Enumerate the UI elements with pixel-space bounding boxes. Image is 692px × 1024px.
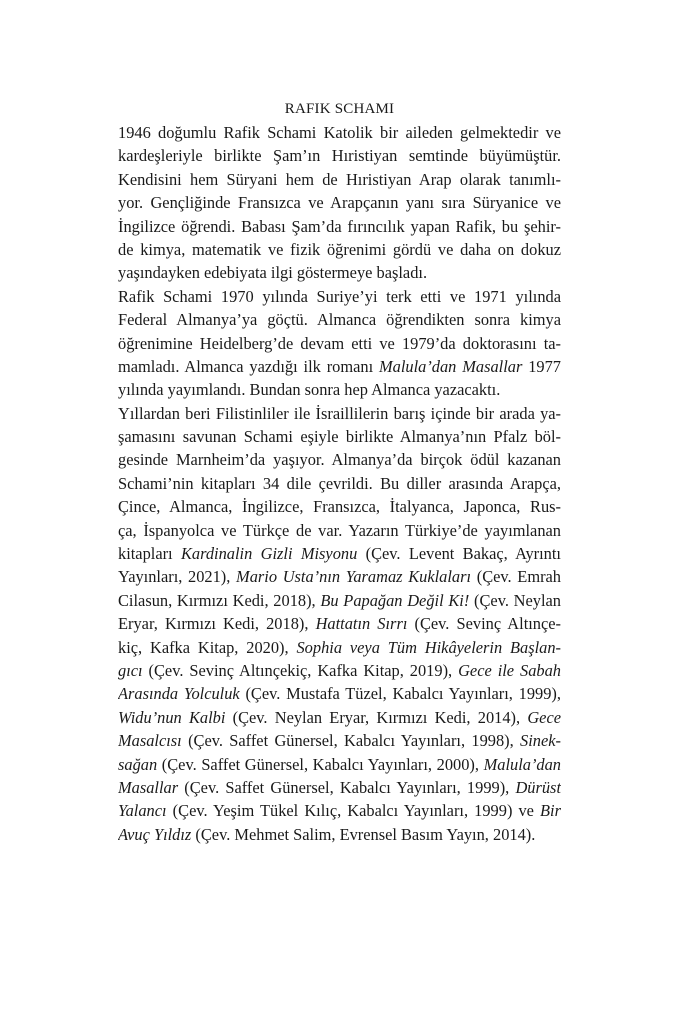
text-line <box>118 285 561 308</box>
text-line <box>118 495 561 518</box>
text-segment: (Çev. Neylan <box>469 590 561 610</box>
book-title-text: Yalancı <box>118 801 167 821</box>
text-line <box>118 215 561 238</box>
text-line <box>118 332 561 355</box>
book-title-text: Gece <box>527 707 561 727</box>
author-heading: RAFIK SCHAMI <box>284 101 395 117</box>
text-line <box>118 402 561 425</box>
text-line <box>118 776 561 799</box>
text-segment: de kimya, matematik ve fizik öğrenimi gördü ve daha on dokuz <box>118 239 561 259</box>
book-title-text: Mario Usta’nın Yaramaz Kuklaları <box>236 567 472 587</box>
text-line <box>118 636 561 659</box>
text-segment: İngilizce öğrendi. Babası Şam’da fırıncılık yapan Rafik, bu şehir- <box>118 216 561 236</box>
text-line <box>118 308 561 331</box>
text-line <box>118 378 561 401</box>
book-title-text: Hattatın Sırrı <box>315 614 408 634</box>
text-line <box>118 612 561 635</box>
text-line <box>118 799 561 822</box>
text-line <box>118 706 561 729</box>
text-segment: (Çev. Neylan Eryar, Kırmızı Kedi, 2014), <box>225 707 528 727</box>
text-segment: (Çev. Levent Bakaç, Ayrıntı <box>357 544 561 564</box>
text-segment: (Çev. Saffet Günersel, Kabalcı Yayınları, 1998), <box>181 731 521 751</box>
book-page <box>118 96 561 846</box>
text-segment: kardeşleriyle birlikte Şam’ın Hıristiyan semtinde büyümüştür. <box>118 146 561 166</box>
text-segment: (Çev. Mustafa Tüzel, Kabalcı Yayınları, 1999), <box>239 684 561 704</box>
text-line <box>118 519 561 542</box>
text-line <box>118 448 561 471</box>
text-segment: kitapları <box>118 544 181 564</box>
book-title-text: Malula’dan <box>483 754 561 774</box>
text-segment: 1946 doğumlu Rafik Schami Katolik bir aileden gelmektedir ve <box>118 123 561 142</box>
text-segment: ça, İspanyolca ve Türkçe de var. Yazarın Türkiye’de yayımlanan <box>118 520 561 540</box>
text-line <box>118 823 561 846</box>
text-line <box>118 729 561 752</box>
text-segment: Cilasun, Kırmızı Kedi, 2018), <box>118 590 321 610</box>
text-line <box>118 542 561 565</box>
text-segment: (Çev. Saffet Günersel, Kabalcı Yayınları, 1999), <box>178 777 516 797</box>
book-title-text: Sinek- <box>520 731 561 751</box>
text-segment: şamasını savunan Schami eşiyle birlikte Almanya’nın Pfalz böl- <box>118 427 561 447</box>
book-title-text: Dürüst <box>515 777 561 797</box>
text-segment: (Çev. Sevinç Altınçe- <box>407 614 561 634</box>
text-line <box>118 659 561 682</box>
text-segment: Kendisini hem Süryani hem de Hıristiyan Arap olarak tanımlı- <box>118 169 561 189</box>
text-line <box>118 121 561 144</box>
text-line <box>118 753 561 776</box>
text-segment: öğrenimine Heidelberg’de devam etti ve 1979’da doktorasını ta- <box>118 333 561 353</box>
book-title-text: Arasında Yolculuk <box>118 684 240 704</box>
text-segment: Federal Almanya’ya göçtü. Almanca öğrendikten sonra kimya <box>118 310 561 330</box>
text-segment: (Çev. Mehmet Salim, Evrensel Basım Yayın, 2014). <box>191 824 536 844</box>
text-line <box>118 144 561 167</box>
book-title-text: Kardinalin Gizli Misyonu <box>180 544 358 564</box>
book-title-text: Bir <box>540 801 561 821</box>
text-segment: (Çev. Yeşim Tükel Kılıç, Kabalcı Yayınları, 1999) ve <box>166 801 541 821</box>
text-segment: Eryar, Kırmızı Kedi, 2018), <box>118 614 316 634</box>
text-line <box>118 355 561 378</box>
text-line <box>118 425 561 448</box>
text-line <box>118 261 561 284</box>
text-segment: yılında yayımlandı. Bundan sonra hep Almanca yazacaktı. <box>118 380 501 400</box>
text-segment: yaşındayken edebiyata ilgi göstermeye başladı. <box>118 263 428 283</box>
book-title-text: Masallar <box>118 777 179 797</box>
text-segment: (Çev. Sevinç Altınçekiç, Kafka Kitap, 2019), <box>142 660 459 680</box>
text-segment: (Çev. Saffet Günersel, Kabalcı Yayınları, 2000), <box>157 754 484 774</box>
book-title-text: sağan <box>118 754 158 774</box>
text-line <box>118 682 561 705</box>
text-segment: (Çev. Emrah <box>471 567 561 587</box>
text-line <box>118 565 561 588</box>
text-line <box>118 191 561 214</box>
text-line <box>118 589 561 612</box>
text-segment: mamladı. Almanca yazdığı ilk romanı <box>118 356 379 376</box>
text-line <box>118 472 561 495</box>
book-title-text: gıcı <box>118 660 143 680</box>
book-title-text: Masalcısı <box>118 731 182 751</box>
book-title-text: Bu Papağan Değil Ki! <box>320 590 470 610</box>
book-title-text: Sophia veya Tüm Hikâyelerin Başlan- <box>296 637 561 657</box>
book-title-text: Avuç Yıldız <box>118 824 192 844</box>
text-segment: Yayınları, 2021), <box>118 567 237 587</box>
text-line <box>118 168 561 191</box>
book-title-text: Widu’nun Kalbi <box>118 707 226 727</box>
biography-text <box>118 121 561 846</box>
text-line <box>118 238 561 261</box>
text-segment: Çince, Almanca, İngilizce, Fransızca, İtalyanca, Japonca, Rus- <box>118 497 561 517</box>
text-segment: Rafik Schami 1970 yılında Suriye’yi terk etti ve 1971 yılında <box>118 286 561 306</box>
book-title-text: Malula’dan Masallar <box>378 356 523 376</box>
text-segment: gesinde Marnheim’da yaşıyor. Almanya’da birçok ödül kazanan <box>118 450 561 470</box>
text-segment: 1977 <box>522 356 561 376</box>
text-segment: yor. Gençliğinde Fransızca ve Arapçanın yanı sıra Süryanice ve <box>118 193 561 213</box>
text-segment: kiç, Kafka Kitap, 2020), <box>118 637 297 657</box>
text-segment: Schami’nin kitapları 34 dile çevrildi. Bu diller arasında Arapça, <box>118 473 561 493</box>
text-segment: Yıllardan beri Filistinliler ile İsraillilerin barış içinde bir arada ya- <box>118 403 561 423</box>
book-title-text: Gece ile Sabah <box>458 660 561 680</box>
